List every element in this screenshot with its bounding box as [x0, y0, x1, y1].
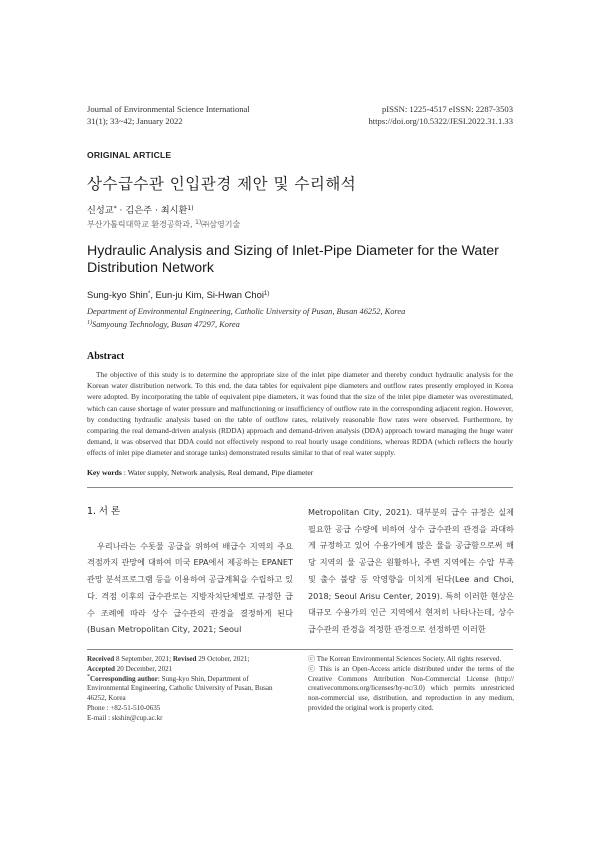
abstract-text: The objective of this study is to determine the appropriate size of the inlet pipe diameter and thereby conduct hydraulic analysis for the Korean water distribution network. To this end, the data tables for equivalent pipe diameters and outflow rates presently employed in Korea were adopted. By incorporating the table of equivalent pipe diameters, it was found that the size of the inlet pipe diameter was overestimated, which can cause shortage of water pressure and malfunctioning or insufficiency of outflow rate in the corresponding adjacent region. However, by conducting hydraulic analysis based on the table of outflow rates, relatively reasonable flow rates were observed. Furthermore, by comparing the real demand-driven analysis (RDDA) approach and demand-driven analysis (DDA) approach toward managing the huge water demand, it was observed that DDA could not effectively respond to real hourly usage conditions, whereas RDDA (which reflects the hourly effects of inlet pipe diameter and storage tanks) demonstrated results similar to that of real water supply.: [87, 370, 513, 458]
english-author-others: , Eun-ju Kim, Si-Hwan Choi: [150, 289, 264, 300]
revised-date: 29 October, 2021;: [196, 655, 250, 663]
license-notice: ⓒ This is an Open-Access article distributed under the terms of the Creative Commons Attribution Non-Commercial License (http:// creativecommons.org/licenses/by-nc/3.0) which permits unrestricted non-commercial use, distribution, and reproduction in any medium, provided the original work is properly cited.: [308, 664, 514, 712]
english-affiliation-1: Department of Environmental Engineering, Catholic University of Pusan, Busan 46252, Korea: [87, 307, 406, 316]
english-affiliation-2: [87, 319, 517, 331]
keywords-line: [87, 468, 313, 477]
english-title: Hydraulic Analysis and Sizing of Inlet-Pipe Diameter for the Water Distribution Network: [87, 243, 499, 276]
accepted-date: 20 December, 2021: [114, 664, 173, 673]
body-column-right: [308, 504, 514, 638]
korean-authors: [87, 202, 194, 216]
corresponding-mark: *: [87, 673, 90, 680]
section-heading-introduction: 1. 서 론: [87, 506, 121, 517]
email[interactable]: E-mail : skshin@cup.ac.kr: [87, 713, 163, 722]
received-date: 8 September, 2021;: [114, 655, 173, 663]
english-author-1: Sung-kyo Shin: [87, 289, 148, 300]
intro-paragraph-right: Metropolitan City, 2021). 대부분의 급수 규정은 실제 필요한 공급 수량에 비하여 상수 급수관의 관경을 과대하게 규정하고 있어 수용가에게 많은 물을 공급함으로써 해당 지역의 물 공급은 원활하나, 주변 지역에는 수압 부족 및 출수 불량 등 악영향을 미치게 된다(Lee and Choi, 2018; Seoul Arisu Center, 2019). 특히 이러한 현상은 대규모 수용가의 인근 지역에서 현저히 나타나는데, 상수 급수관의 관경을 적정한 관경으로 선정하면 이러한: [308, 507, 514, 634]
corresponding-mark: *: [147, 291, 151, 297]
korean-affiliation: [87, 219, 240, 230]
korean-author-1: 신성교: [87, 205, 114, 216]
corresponding-text: : Sung-kyo Shin, Department of Environmental Engineering, Catholic University of Pusan, Busan 46252, Korea: [87, 674, 273, 703]
copyright-notice: ⓒ The Korean Environmental Sciences Society. All rights reserved.: [308, 655, 502, 663]
korean-title: 상수급수관 인입관경 제안 및 수리해석: [87, 175, 357, 193]
footnote-left: [87, 655, 287, 724]
affiliation-mark: 1): [195, 219, 202, 226]
corresponding-mark: *: [113, 205, 117, 212]
corresponding-label: Corresponding author: [90, 674, 158, 683]
affiliation-mark: 1): [87, 320, 92, 326]
journal-name: Journal of Environmental Science International: [87, 104, 250, 114]
english-affiliation-2-text: Samyoung Technology, Busan 47297, Korea: [92, 320, 240, 329]
affiliation-mark: 1): [187, 205, 194, 212]
english-authors: [87, 289, 269, 300]
received-label: Received: [87, 655, 115, 663]
korean-author-others: · 김은주 · 최시환: [116, 205, 188, 216]
body-column-left: [87, 504, 293, 638]
korean-affiliation-1: 부산가톨릭대학교 환경공학과,: [87, 220, 196, 229]
intro-paragraph-left: 우리나라는 수돗물 공급을 위하여 배급수 지역의 주요 격점까지 관망에 대하여 미국 EPA에서 제공하는 EPANET 관망 분석프로그램 등을 이용하여 공급계획을 수립하고 있다. 격점 이후의 급수관로는 지방자치단체별로 규정한 급수 조례에 따라 상수 급수관의 관경을 결정하게 된다(Busan Metropolitan City, 2021; Seoul: [87, 540, 293, 635]
keywords-text: : Water supply, Network analysis, Real demand, Pipe diameter: [121, 468, 314, 477]
affiliation-mark: 1): [263, 291, 270, 297]
abstract-divider: [87, 487, 513, 488]
issn: pISSN: 1225-4517 eISSN: 2287-3503: [381, 104, 513, 114]
accepted-label: Accepted: [87, 664, 115, 673]
keywords-label: Key words: [87, 468, 122, 477]
phone: Phone : +82-51-510-0635: [87, 703, 161, 712]
accepted-line: [87, 665, 287, 675]
corresponding-author: [87, 675, 287, 704]
journal-header-left: [87, 103, 250, 127]
footnote-right: [308, 655, 514, 714]
revised-label: Revised: [172, 655, 197, 663]
article-type-label: ORIGINAL ARTICLE: [87, 150, 172, 160]
footnote-divider: [87, 649, 513, 650]
doi-link[interactable]: https://doi.org/10.5322/JESI.2022.31.1.33: [368, 116, 513, 126]
journal-header-right: [368, 103, 513, 127]
abstract-heading: Abstract: [87, 351, 125, 362]
korean-affiliation-2: ㈜삼영기술: [201, 220, 241, 229]
received-line: [87, 655, 287, 665]
volume-info: 31(1); 33~42; January 2022: [87, 116, 183, 126]
